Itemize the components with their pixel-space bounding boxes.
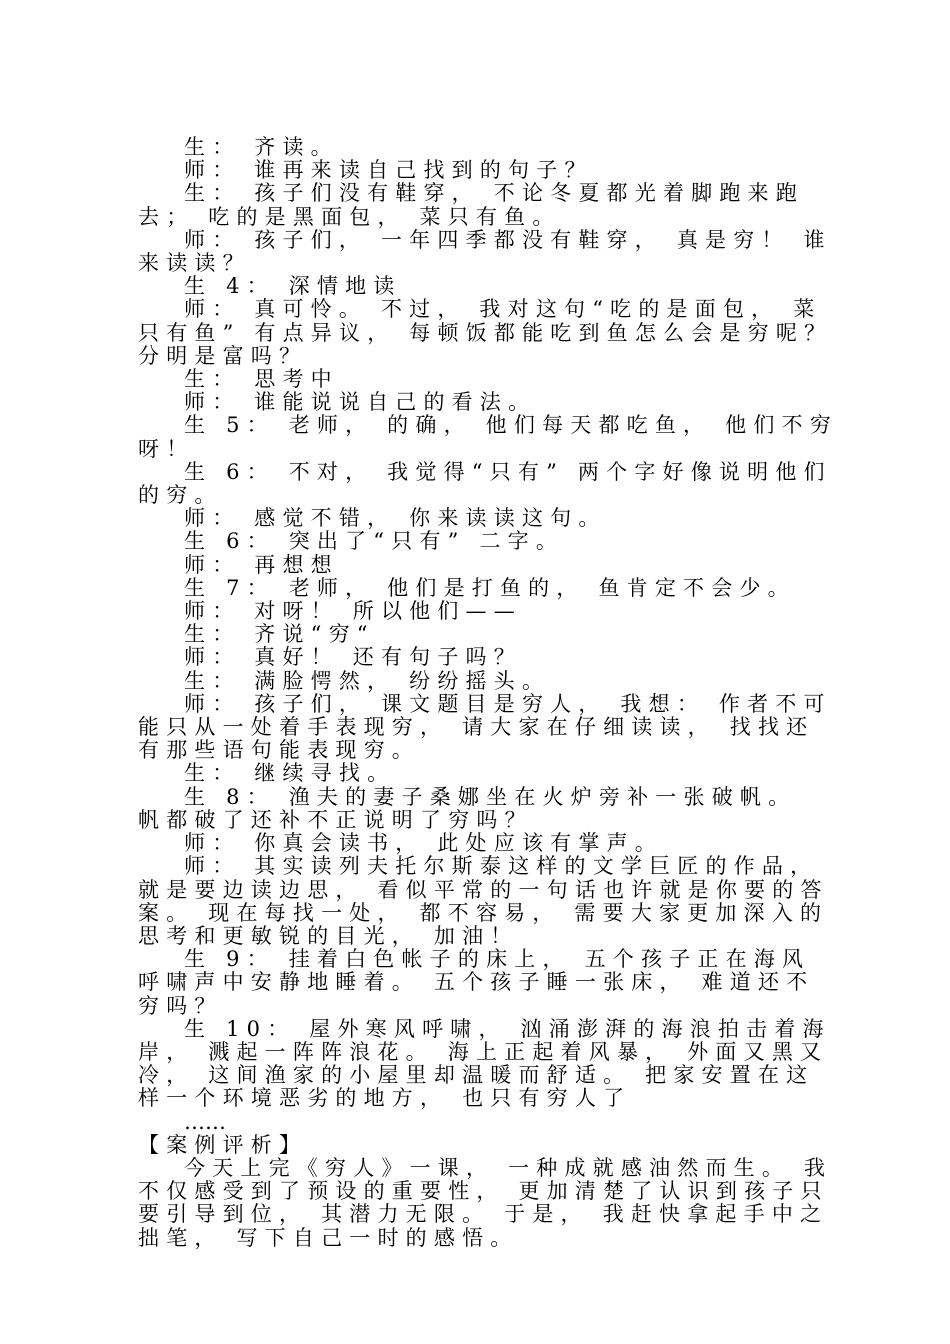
- dialogue-line: 生： 齐说“穷“: [184, 622, 375, 647]
- dialogue-line: 师： 谁再来读自己找到的句子？: [184, 158, 593, 183]
- dialogue-line: 师： 谁能说说自己的看法。: [184, 390, 537, 415]
- dialogue-line: 生： 继续寻找。: [184, 761, 396, 786]
- dialogue-line: 生 10： 屋外寒风呼啸， 汹涌澎湃的海浪拍击着海岸， 溅起一阵阵浪花。 海上正起着风暴， 外面又黑又冷， 这间渔家的小屋里却温暖而舒适。 把家安置在这样一个环境恶劣的地方， 也只有穷人了: [138, 1016, 831, 1111]
- dialogue-line: 师： 孩子们， 一年四季都没有鞋穿， 真是穷！ 谁来读读？: [138, 227, 832, 276]
- section-heading: 【案例评析】: [138, 1132, 308, 1157]
- dialogue-line: 生： 思考中: [184, 367, 339, 392]
- dialogue-line: 师： 你真会读书， 此处应该有掌声。: [184, 831, 663, 856]
- dialogue-line: 生 5： 老师， 的确， 他们每天都吃鱼， 他们不穷呀！: [138, 413, 838, 461]
- dialogue-line: 师： 孩子们， 课文题目是穷人， 我想： 作者不可能只从一处着手表现穷， 请大家在仔细读读， 找找还有那些语句能表现穷。: [138, 691, 832, 763]
- dialogue-line: 生 6： 不对， 我觉得“只有” 两个字好像说明他们的穷。: [138, 459, 832, 508]
- dialogue-line: 生 9： 挂着白色帐子的床上， 五个孩子正在海风呼啸声中安静地睡着。 五个孩子睡一张床， 难道还不穷吗？: [138, 947, 815, 1018]
- dialogue-line: 生 8： 渔夫的妻子桑娜坐在火炉旁补一张破帆。 帆都破了还补不正说明了穷吗？: [138, 784, 797, 832]
- dialogue-line: 师： 再想想: [184, 552, 339, 577]
- analysis-paragraph: 今天上完《穷人》一课， 一种成就感油然而生。 我不仅感受到了预设的重要性， 更加清楚了认识到孩子只要引导到位， 其潜力无限。 于是， 我赶快拿起手中之拙笔， 写下自己一时的感悟。: [138, 1155, 833, 1250]
- dialogue-line: 师： 感觉不错， 你来读读这句。: [184, 506, 607, 531]
- dialogue-line: 生 6： 突出了“只有” 二字。: [184, 529, 565, 554]
- dialogue-line: 师： 真可怜。 不过， 我对这句“吃的是面包， 菜只有鱼” 有点异议， 每顿饭都能吃到鱼怎么会是穷呢？ 分明是富吗？: [138, 297, 833, 368]
- dialogue-line: 生 4： 深情地读: [184, 274, 402, 299]
- dialogue-line: 生 7： 老师， 他们是打鱼的， 鱼肯定不会少。: [184, 575, 796, 600]
- dialogue-line: 师： 对呀！ 所以他们——: [184, 599, 522, 624]
- document-body: [138, 136, 838, 1250]
- dialogue-line: 生： 满脸愕然， 纷纷摇头。: [184, 668, 551, 693]
- ellipsis: ……: [184, 1109, 226, 1134]
- dialogue-line: 师： 其实读列夫托尔斯泰这样的文学巨匠的作品， 就是要边读边思， 看似平常的一句话也许就是你要的答案。 现在每找一处， 都不容易， 需要大家更加深入的思考和更敏锐的目光， 加油！: [138, 854, 829, 948]
- dialogue-line: 师： 真好！ 还有句子吗？: [184, 645, 522, 670]
- dialogue-line: 生： 孩子们没有鞋穿， 不论冬夏都光着脚跑来跑去； 吃的是黑面包， 菜只有鱼。: [138, 181, 804, 229]
- dialogue-line: 生： 齐读。: [184, 135, 339, 159]
